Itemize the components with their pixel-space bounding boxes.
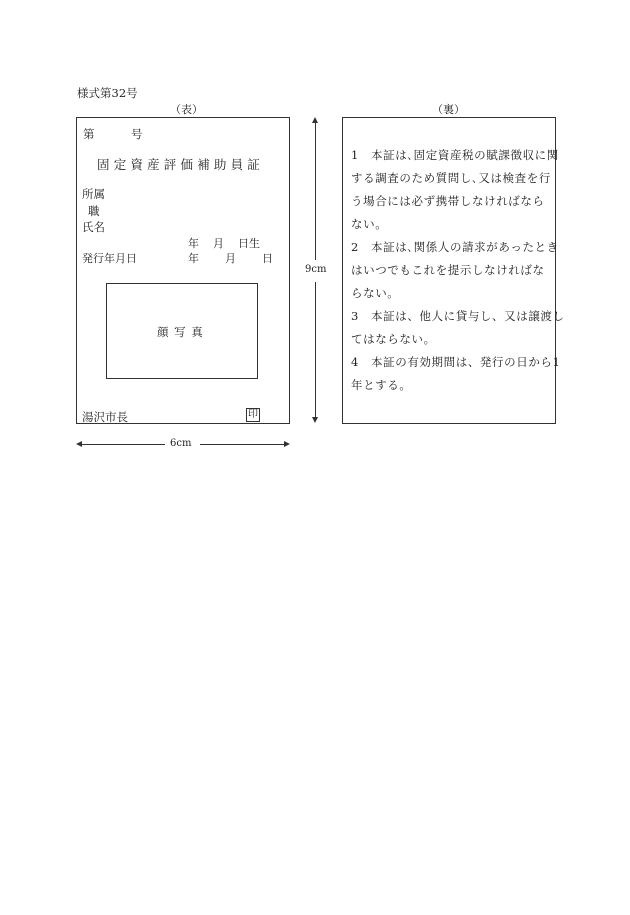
issue-year: 年 <box>188 252 199 265</box>
back-line: らない。 <box>351 286 400 300</box>
back-line: 1 本証は､固定資産税の賦課徴収に関 <box>351 148 559 162</box>
width-arrow-right-icon <box>284 441 290 447</box>
back-line: 2 本証は､関係人の請求があったとき <box>351 240 559 254</box>
back-line: 年とする。 <box>351 378 412 392</box>
back-line: 4 本証の有効期間は、発行の日から1 <box>351 355 561 369</box>
issue-label: 発行年月日 <box>82 252 137 265</box>
width-label: 6cm <box>170 438 192 449</box>
birth-year: 年 <box>188 237 199 250</box>
issuer: 湯沢市長 <box>82 410 128 424</box>
height-line-lower <box>315 282 316 418</box>
back-line: ない。 <box>351 217 388 231</box>
back-line: 3 本証は、他人に貸与し、又は譲渡し <box>351 309 565 323</box>
form-label: 様式第32号 <box>77 86 138 100</box>
back-line: てはならない。 <box>351 332 436 346</box>
birth-day: 日生 <box>238 237 260 250</box>
height-line-upper <box>315 122 316 260</box>
field-affiliation: 所属 <box>82 187 105 201</box>
width-line-right <box>200 444 285 445</box>
height-arrow-bottom-icon <box>312 417 318 423</box>
width-line-left <box>81 444 165 445</box>
number-suffix: 号 <box>131 127 143 141</box>
number-prefix: 第 <box>83 127 95 141</box>
front-heading: （表） <box>170 103 203 116</box>
birth-month: 月 <box>213 237 224 250</box>
height-label: 9cm <box>305 264 327 275</box>
back-line: する調査のため質問し､又は検査を行 <box>351 171 551 185</box>
field-position: 職 <box>88 204 100 218</box>
issue-day: 日 <box>262 252 273 265</box>
field-name: 氏名 <box>82 220 105 234</box>
issue-month: 月 <box>225 252 236 265</box>
card-title: 固定資産評価補助員証 <box>97 157 265 172</box>
back-heading: （裏） <box>432 103 465 116</box>
back-line: う場合には必ず携帯しなければなら <box>351 194 545 208</box>
back-line: はいつでもこれを提示しなければな <box>351 263 545 277</box>
seal-mark: 印 <box>248 409 258 420</box>
photo-label: 顔 写 真 <box>157 325 204 339</box>
